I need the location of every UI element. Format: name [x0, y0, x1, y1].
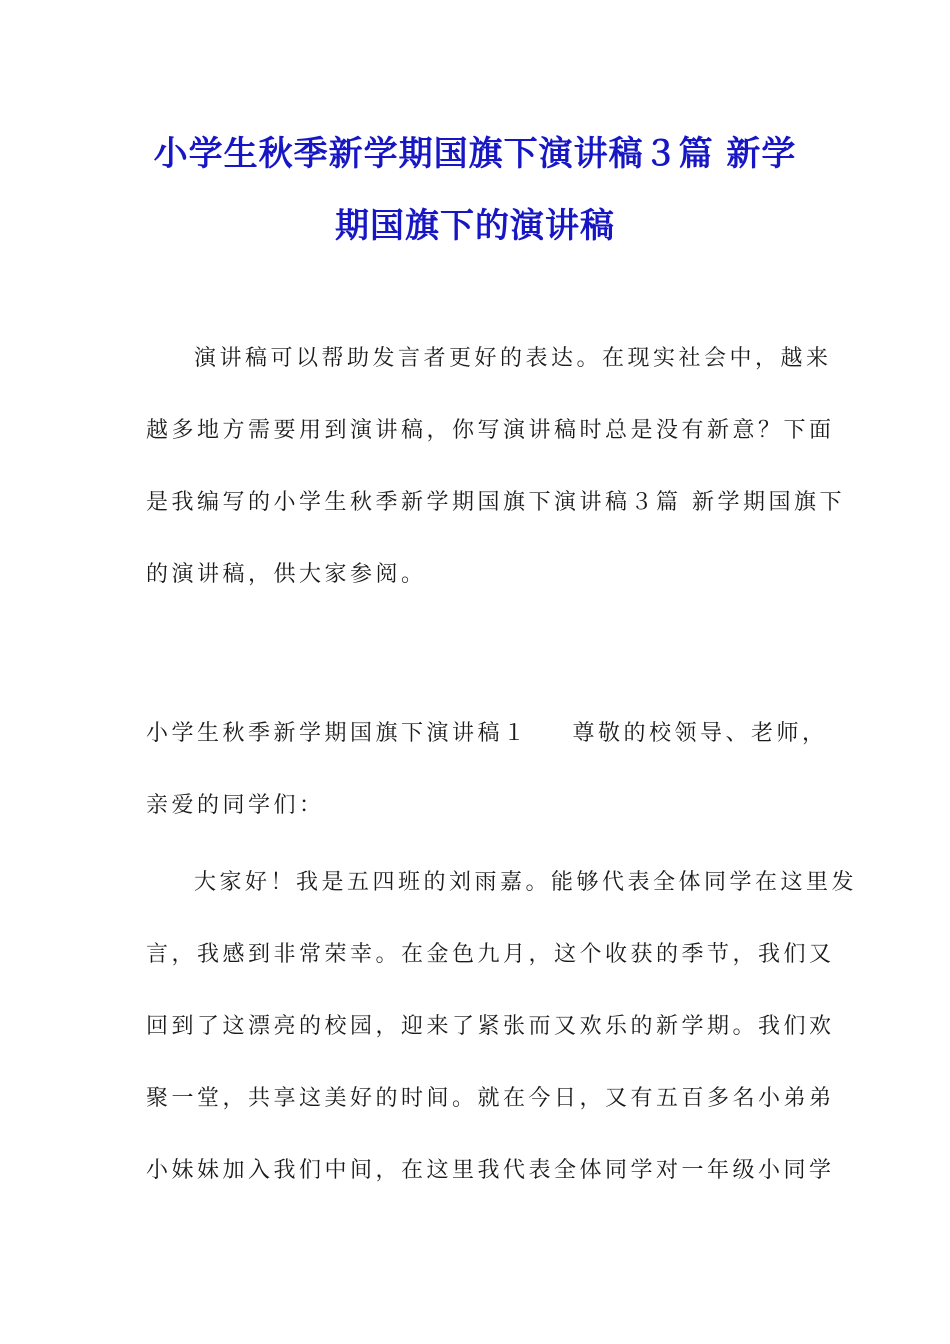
speech-1-body-line-1: 大家好！我是五四班的刘雨嘉。能够代表全体同学在这里发: [194, 870, 858, 895]
speech-1-body-line-4: 聚一堂，共享这美好的时间。就在今日，又有五百多名小弟弟: [146, 1086, 835, 1111]
intro-line-3: 是我编写的小学生秋季新学期国旗下演讲稿３篇 新学期国旗下: [146, 490, 845, 515]
document-title: [120, 118, 830, 262]
speech-1-body-line-5: 小妹妹加入我们中间，在这里我代表全体同学对一年级小同学: [146, 1158, 835, 1183]
title-line-2: 期国旗下的演讲稿: [335, 206, 615, 246]
intro-paragraph: [146, 323, 845, 611]
title-line-1: 小学生秋季新学期国旗下演讲稿３篇 新学: [153, 134, 797, 174]
speech-1-heading-line: [146, 698, 828, 770]
intro-line-2: 越多地方需要用到演讲稿，你写演讲稿时总是没有新意？下面: [146, 418, 835, 443]
speech-1-salutation-part2: 亲爱的同学们：: [146, 793, 325, 818]
speech-1-body-line-3: 回到了这漂亮的校园，迎来了紧张而又欢乐的新学期。我们欢: [146, 1014, 835, 1039]
intro-line-4: 的演讲稿，供大家参阅。: [146, 562, 427, 587]
speech-1-body-line-2: 言，我感到非常荣幸。在金色九月，这个收获的季节，我们又: [146, 942, 835, 967]
speech-1-salutation-part1: 尊敬的校领导、老师，: [572, 721, 828, 746]
intro-line-1: 演讲稿可以帮助发言者更好的表达。在现实社会中，越来: [194, 346, 832, 371]
speech-1-body-paragraph: [146, 847, 858, 1207]
speech-1-heading-paragraph: [146, 698, 828, 842]
speech-1-heading: 小学生秋季新学期国旗下演讲稿１: [146, 721, 529, 746]
